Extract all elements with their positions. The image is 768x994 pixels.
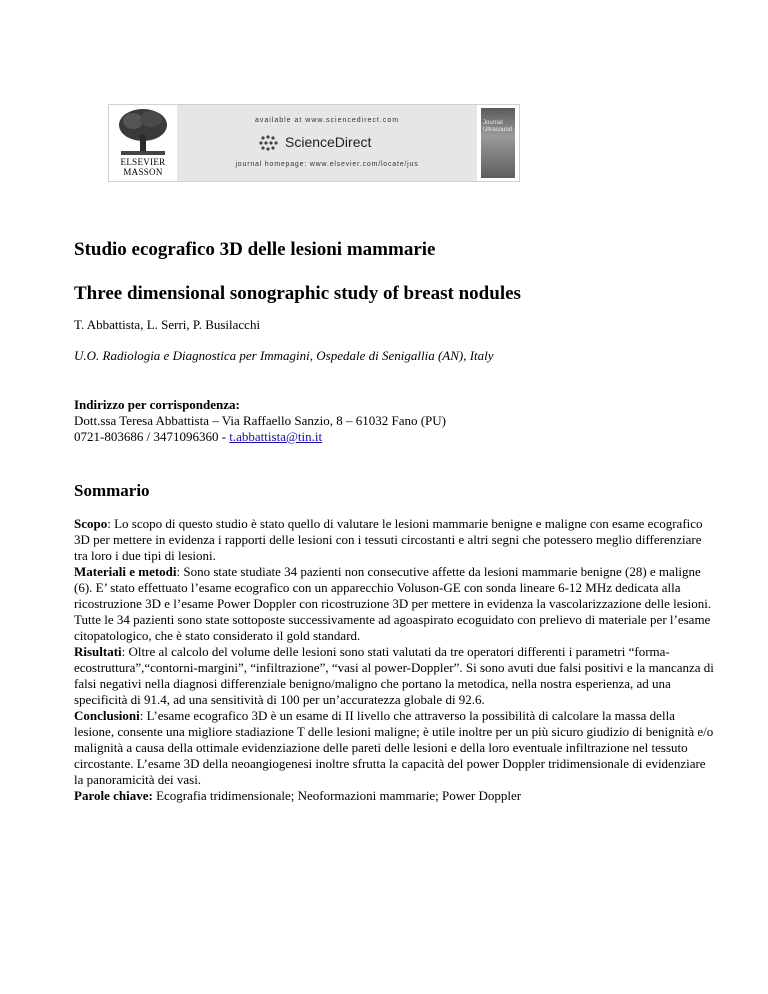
journal-cover-title: Journal Ultrasound	[483, 120, 513, 133]
conclusioni-label: Conclusioni	[74, 708, 140, 723]
risultati-text: : Oltre al calcolo del volume delle lesioni sono stati valutati da tre operatori differenti i parametri “forma-ecostruttura”,“contorni-margini”, “infiltrazione”, “vasi al power-Doppler”. Si sono avuti due falsi positivi e la mancanza di falsi negativi nella diagnosi differenziale benigno/maligno che portano la metodica, nella nostra esperienza, ad una specificità di 91.4, ad una sensitività di 100 per un’accuratezza globale di 92.6.	[74, 644, 714, 707]
journal-cover-image	[481, 108, 515, 178]
keywords-label: Parole chiave:	[74, 788, 153, 803]
tree-icon	[115, 107, 171, 157]
risultati-label: Risultati	[74, 644, 122, 659]
journal-homepage-text: journal homepage: www.elsevier.com/locate/jus	[235, 161, 419, 168]
sciencedirect-wordmark: ScienceDirect	[285, 134, 372, 150]
scopo-text: : Lo scopo di questo studio è stato quello di valutare le lesioni mammarie benigne e maligne con esame ecografico 3D per mettere in evidenza i rapporti delle lesioni con i tessuti circostanti e altri segni che potessero meglio differenziare tra loro i due tipi di lesioni.	[74, 516, 703, 563]
correspondence-address: Dott.ssa Teresa Abbattista – Via Raffaello Sanzio, 8 – 61032 Fano (PU)	[74, 413, 447, 428]
affiliation: U.O. Radiologia e Diagnostica per Immagini, Ospedale di Senigallia (AN), Italy	[74, 348, 494, 363]
correspondence-contacts	[74, 429, 322, 445]
title-italian: Studio ecografico 3D delle lesioni mammarie	[74, 239, 436, 260]
metodi-text: : Sono state studiate 34 pazienti non consecutive affette da lesioni mammarie benigne (28) e maligne (6). E’ stato effettuato l’esame ecografico con un apparecchio Voluson-GE con sonda lineare 6-12 MHz dedicata alla ricostruzione 3D e l’esame Power Doppler con ricostruzione 3D per mettere in evidenza la vascolarizzazione delle lesioni. Tutte le 34 pazienti sono state sottoposte successivamente ad agoaspirato ecoguidato con prelievo di materiale per l’esame citopatologico, che è stato considerato il gold standard.	[74, 564, 712, 643]
sciencedirect-dots-icon	[257, 133, 281, 153]
abstract-risultati	[74, 644, 714, 708]
email-link[interactable]: t.abbattista@tin.it	[229, 429, 323, 444]
abstract-scopo	[74, 516, 714, 564]
metodi-label: Materiali e metodi	[74, 564, 177, 579]
publisher-line-2: MASSON	[123, 167, 163, 177]
abstract-body	[74, 516, 714, 804]
publisher-name	[115, 157, 171, 177]
author-list: T. Abbattista, L. Serri, P. Busilacchi	[74, 317, 261, 332]
banner-center	[177, 105, 477, 181]
keywords-text: Ecografia tridimensionale; Neoformazioni mammarie; Power Doppler	[152, 788, 522, 803]
elsevier-tree-logo	[115, 107, 171, 179]
phone-numbers: 0721-803686 / 3471096360 -	[74, 429, 230, 444]
section-heading: Sommario	[74, 481, 150, 500]
scopo-label: Scopo	[74, 516, 108, 531]
abstract-keywords	[74, 788, 714, 804]
sciencedirect-logo	[257, 133, 407, 153]
available-at-text: available at www.sciencedirect.com	[254, 117, 400, 124]
conclusioni-text: : L’esame ecografico 3D è un esame di II livello che attraverso la possibilità di calcolare la massa della lesione, consente una migliore stadiazione T delle lesioni maligne; è utile inoltre per un più sicuro giudizio di benignità e/o malignità a causa della ottimale evidenziazione delle pareti delle lesioni e della loro eventuale infiltrazione nel tessuto circostante. L’esame 3D della neoangiogenesi inoltre sfrutta la capacità del power Doppler tridimensionale di evidenziare la panoramicità dei vasi.	[74, 708, 714, 787]
journal-banner	[108, 104, 520, 182]
title-english: Three dimensional sonographic study of breast nodules	[74, 283, 521, 304]
abstract-metodi	[74, 564, 714, 644]
publisher-line-1: ELSEVIER	[120, 157, 166, 167]
correspondence-heading: Indirizzo per corrispondenza:	[74, 397, 240, 412]
abstract-conclusioni	[74, 708, 714, 788]
